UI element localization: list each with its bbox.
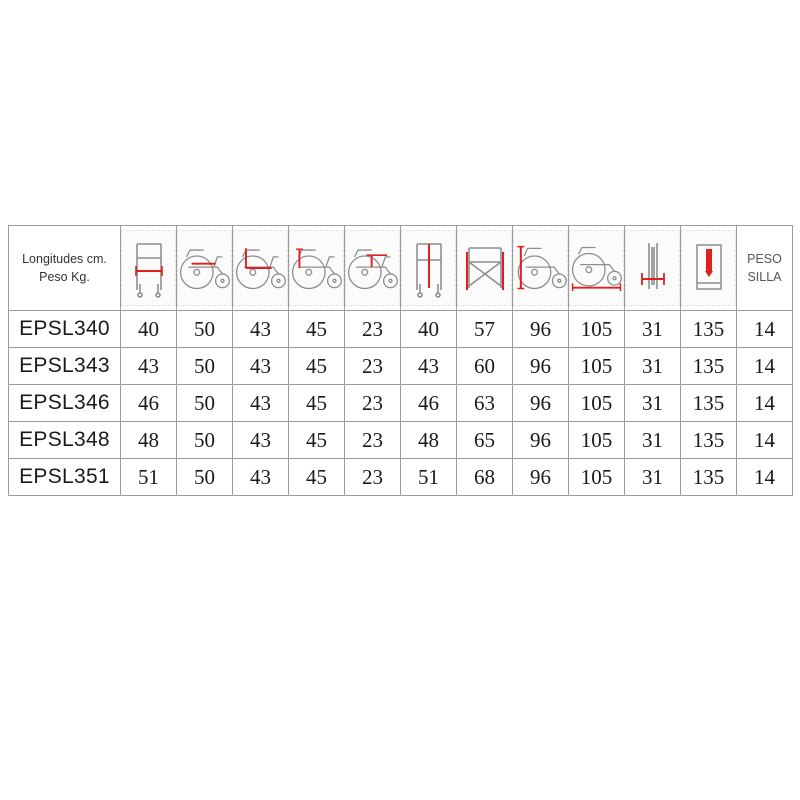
wheelchair-side-total-height-icon bbox=[513, 230, 568, 306]
header-icon-cell-3 bbox=[233, 226, 289, 311]
cell-value: 14 bbox=[737, 422, 793, 459]
cell-value: 57 bbox=[457, 311, 513, 348]
row-model: EPSL351 bbox=[9, 459, 121, 496]
peso-silla-line1: PESO bbox=[747, 251, 782, 266]
cell-value: 23 bbox=[345, 348, 401, 385]
table-row bbox=[9, 422, 793, 459]
cell-value: 105 bbox=[569, 385, 625, 422]
cell-value: 45 bbox=[289, 311, 345, 348]
cell-value: 63 bbox=[457, 385, 513, 422]
cell-value: 135 bbox=[681, 422, 737, 459]
cell-value: 43 bbox=[401, 348, 457, 385]
cell-value: 48 bbox=[401, 422, 457, 459]
table-row bbox=[9, 459, 793, 496]
cell-value: 96 bbox=[513, 385, 569, 422]
cell-value: 51 bbox=[121, 459, 177, 496]
row-model: EPSL343 bbox=[9, 348, 121, 385]
row-model: EPSL348 bbox=[9, 422, 121, 459]
header-icon-cell-4 bbox=[289, 226, 345, 311]
corner-header-line1: Longitudes cm. bbox=[22, 251, 107, 266]
cell-value: 14 bbox=[737, 459, 793, 496]
cell-value: 96 bbox=[513, 311, 569, 348]
cell-value: 68 bbox=[457, 459, 513, 496]
wheelchair-dimensions-table bbox=[8, 225, 793, 496]
cell-value: 31 bbox=[625, 348, 681, 385]
cell-value: 50 bbox=[177, 311, 233, 348]
header-icon-cell-1 bbox=[121, 226, 177, 311]
cell-value: 43 bbox=[233, 459, 289, 496]
header-icon-cell-10 bbox=[625, 226, 681, 311]
cell-value: 96 bbox=[513, 348, 569, 385]
cell-value: 135 bbox=[681, 311, 737, 348]
cell-value: 31 bbox=[625, 459, 681, 496]
table-header-row bbox=[9, 226, 793, 311]
header-icon-cell-11 bbox=[681, 226, 737, 311]
header-icon-cell-7 bbox=[457, 226, 513, 311]
cell-value: 45 bbox=[289, 459, 345, 496]
cell-value: 96 bbox=[513, 422, 569, 459]
table-row bbox=[9, 385, 793, 422]
cell-value: 45 bbox=[289, 385, 345, 422]
wheelchair-side-backrest-icon bbox=[289, 230, 344, 306]
table-row bbox=[9, 348, 793, 385]
cell-value: 105 bbox=[569, 459, 625, 496]
cell-value: 46 bbox=[121, 385, 177, 422]
wheelchair-folded-width-icon bbox=[625, 230, 680, 306]
wheelchair-side-seat-depth-icon bbox=[177, 230, 232, 306]
cell-value: 43 bbox=[233, 385, 289, 422]
cell-value: 105 bbox=[569, 422, 625, 459]
wheelchair-front-total-icon bbox=[401, 230, 456, 306]
cell-value: 23 bbox=[345, 459, 401, 496]
cell-value: 23 bbox=[345, 311, 401, 348]
corner-header-line2: Peso Kg. bbox=[39, 270, 90, 284]
peso-silla-header-cell bbox=[737, 226, 793, 311]
cell-value: 96 bbox=[513, 459, 569, 496]
cell-value: 23 bbox=[345, 422, 401, 459]
cell-value: 40 bbox=[121, 311, 177, 348]
cell-value: 50 bbox=[177, 459, 233, 496]
cell-value: 45 bbox=[289, 422, 345, 459]
cell-value: 46 bbox=[401, 385, 457, 422]
peso-silla-line2: SILLA bbox=[747, 270, 782, 284]
cell-value: 51 bbox=[401, 459, 457, 496]
wheelchair-side-seat-height-icon bbox=[233, 230, 288, 306]
cell-value: 105 bbox=[569, 348, 625, 385]
header-icon-cell-5 bbox=[345, 226, 401, 311]
cell-value: 14 bbox=[737, 385, 793, 422]
cell-value: 14 bbox=[737, 348, 793, 385]
cell-value: 50 bbox=[177, 385, 233, 422]
cell-value: 31 bbox=[625, 311, 681, 348]
cell-value: 43 bbox=[233, 348, 289, 385]
cell-value: 135 bbox=[681, 459, 737, 496]
cell-value: 43 bbox=[121, 348, 177, 385]
wheelchair-side-armrest-icon bbox=[345, 230, 400, 306]
cell-value: 60 bbox=[457, 348, 513, 385]
cell-value: 23 bbox=[345, 385, 401, 422]
cell-value: 43 bbox=[233, 422, 289, 459]
corner-header-cell bbox=[9, 226, 121, 311]
cell-value: 45 bbox=[289, 348, 345, 385]
row-model: EPSL340 bbox=[9, 311, 121, 348]
cell-value: 14 bbox=[737, 311, 793, 348]
wheelchair-front-width-icon bbox=[121, 230, 176, 306]
cell-value: 65 bbox=[457, 422, 513, 459]
row-model: EPSL346 bbox=[9, 385, 121, 422]
cell-value: 135 bbox=[681, 348, 737, 385]
table-row bbox=[9, 311, 793, 348]
cell-value: 50 bbox=[177, 422, 233, 459]
cell-value: 31 bbox=[625, 422, 681, 459]
cell-value: 48 bbox=[121, 422, 177, 459]
header-icon-cell-2 bbox=[177, 226, 233, 311]
header-icon-cell-9 bbox=[569, 226, 625, 311]
cell-value: 40 bbox=[401, 311, 457, 348]
cell-value: 105 bbox=[569, 311, 625, 348]
header-icon-cell-8 bbox=[513, 226, 569, 311]
cell-value: 135 bbox=[681, 385, 737, 422]
wheelchair-rear-width-icon bbox=[457, 230, 512, 306]
wheelchair-folded-length-icon bbox=[681, 230, 736, 306]
wheelchair-side-total-length-icon bbox=[569, 230, 624, 306]
cell-value: 43 bbox=[233, 311, 289, 348]
header-icon-cell-6 bbox=[401, 226, 457, 311]
cell-value: 31 bbox=[625, 385, 681, 422]
cell-value: 50 bbox=[177, 348, 233, 385]
